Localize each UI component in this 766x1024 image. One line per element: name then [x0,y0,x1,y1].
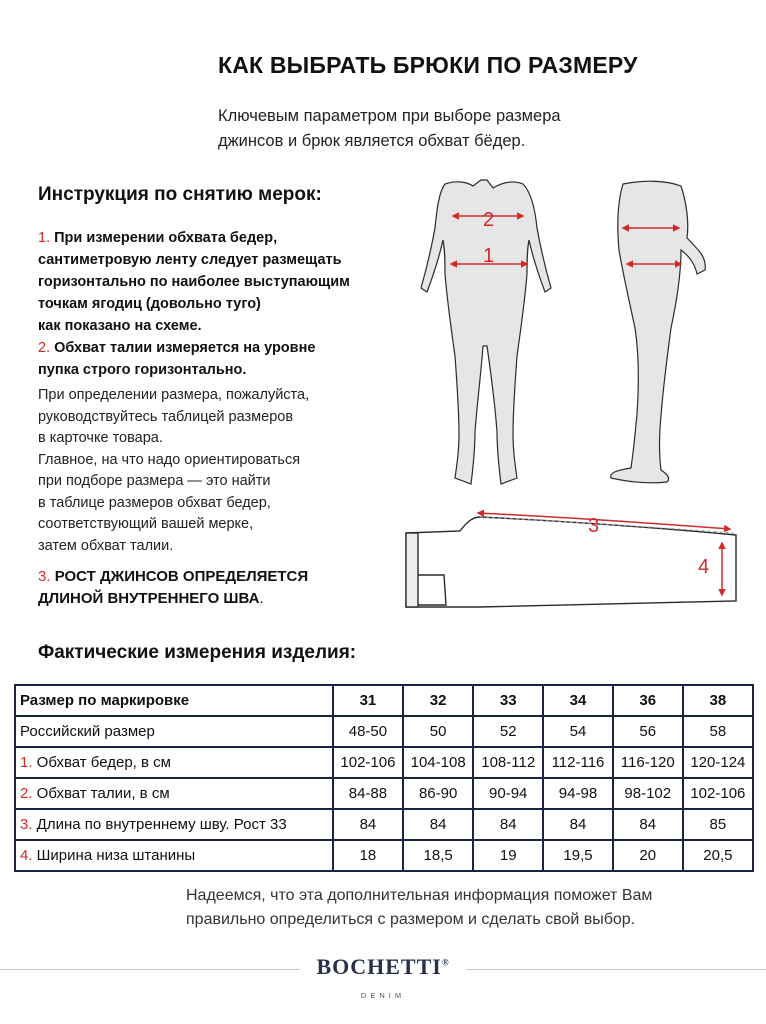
step3-text: ДЛИНОЙ ВНУТРЕННЕГО ШВА [38,590,260,607]
body-measure-diagram [405,178,745,490]
step1-text: При измерении обхвата бедер, [54,230,278,246]
row-label-text: Российский размер [20,723,155,740]
row-label [15,747,333,778]
table-cell: 85 [683,809,753,840]
size-cell: 38 [683,685,753,716]
step2-number: 2. [38,340,51,356]
row-label-text: Длина по внутреннему шву. Рост 33 [32,816,287,833]
table-cell: 112-116 [543,747,613,778]
advice-line: в таблице размеров обхват бедер, [38,494,271,511]
table-cell: 116-120 [613,747,683,778]
step1-line [38,227,398,249]
intro-text [218,104,638,154]
step2-line: пупка строго горизонтально. [38,362,247,378]
table-cell: 98-102 [613,778,683,809]
table-cell: 86-90 [403,778,473,809]
table-cell: 56 [613,716,683,747]
table-cell: 18,5 [403,840,473,871]
pants-measure-diagram [400,505,750,617]
step1-line: горизонтально по наиболее выступающим [38,274,350,290]
row-number: 3. [20,816,33,833]
step1-line: сантиметровую ленту следует размещать [38,252,342,268]
label-3: 3 [588,515,600,537]
intro-line: джинсов и брюк является обхват бёдер. [218,132,526,150]
table-heading: Фактические измерения изделия: [38,642,357,663]
row-label [15,840,333,871]
step1-line: точкам ягодиц (довольно туго) [38,296,261,312]
closing-line: правильно определиться с размером и сделать свой выбор. [186,911,636,928]
closing-line: Надеемся, что эта дополнительная информация поможет Вам [186,887,653,904]
step3-number: 3. [38,568,51,585]
table-cell: 19 [473,840,543,871]
size-cell: 31 [333,685,403,716]
size-cell: 36 [613,685,683,716]
row-label-text: Обхват талии, в см [32,785,170,802]
row-label-text: Обхват бедер, в см [32,754,171,771]
advice-line: Главное, на что надо ориентироваться [38,451,301,468]
advice-line: затем обхват талии. [38,537,174,554]
table-cell: 52 [473,716,543,747]
size-advice [38,385,398,557]
side-figure [611,181,706,483]
pants-outline [406,517,736,607]
advice-line: при подборе размера — это найти [38,473,271,489]
brand-reg-mark: ® [441,957,450,968]
inseam-note [38,566,308,610]
measure-instructions [38,227,398,381]
row-number: 2. [20,785,33,802]
step3-dot: . [259,590,264,607]
step1-line: как показано на схеме. [38,318,202,334]
table-cell: 58 [683,716,753,747]
table-cell: 54 [543,716,613,747]
table-cell: 19,5 [543,840,613,871]
step1-number: 1. [38,230,51,246]
row-number: 4. [20,847,33,864]
header-label: Размер по маркировке [15,685,333,716]
advice-line: в карточке товара. [38,430,163,446]
row-label [15,716,333,747]
table-cell: 84 [473,809,543,840]
size-cell: 34 [543,685,613,716]
table-cell: 20 [613,840,683,871]
table-cell: 102-106 [333,747,403,778]
table-cell: 48-50 [333,716,403,747]
inseam-line [38,588,308,610]
closing-note [186,884,652,932]
size-cell: 33 [473,685,543,716]
table-row [15,840,753,871]
table-header-row [15,685,753,716]
table-row [15,809,753,840]
table-row [15,716,753,747]
table-cell: 20,5 [683,840,753,871]
row-label-text: Ширина низа штанины [32,847,196,864]
label-2: 2 [483,209,495,231]
step2-text: Обхват талии измеряется на уровне [54,340,316,356]
step3-text: РОСТ ДЖИНСОВ ОПРЕДЕЛЯЕТСЯ [54,568,309,585]
label-1: 1 [483,245,495,267]
table-cell: 94-98 [543,778,613,809]
inseam-line [38,566,308,588]
table-cell: 120-124 [683,747,753,778]
step2-line [38,337,398,359]
table-cell: 50 [403,716,473,747]
table-cell: 84-88 [333,778,403,809]
table-cell: 102-106 [683,778,753,809]
table-cell: 84 [403,809,473,840]
table-cell: 84 [333,809,403,840]
advice-line: руководствуйтесь таблицей размеров [38,408,294,425]
label-4: 4 [698,556,710,578]
brand-name: BOCHETTI [316,954,442,979]
size-cell: 32 [403,685,473,716]
table-cell: 18 [333,840,403,871]
table-cell: 84 [543,809,613,840]
page-title: КАК ВЫБРАТЬ БРЮКИ ПО РАЗМЕРУ [218,52,638,78]
instructions-heading: Инструкция по снятию мерок: [38,184,322,205]
table-row [15,778,753,809]
advice-line: соответствующий вашей мерке, [38,516,254,532]
intro-line: Ключевым параметром при выборе размера [218,107,561,125]
table-cell: 90-94 [473,778,543,809]
brand-subtitle: DENIM [360,991,406,1000]
table-cell: 104-108 [403,747,473,778]
table-row [15,747,753,778]
size-table [14,684,754,872]
table-cell: 84 [613,809,683,840]
table-cell: 108-112 [473,747,543,778]
advice-line: При определении размера, пожалуйста, [38,387,310,403]
row-label [15,809,333,840]
row-number: 1. [20,754,33,771]
row-label [15,778,333,809]
brand-logo [0,954,766,980]
